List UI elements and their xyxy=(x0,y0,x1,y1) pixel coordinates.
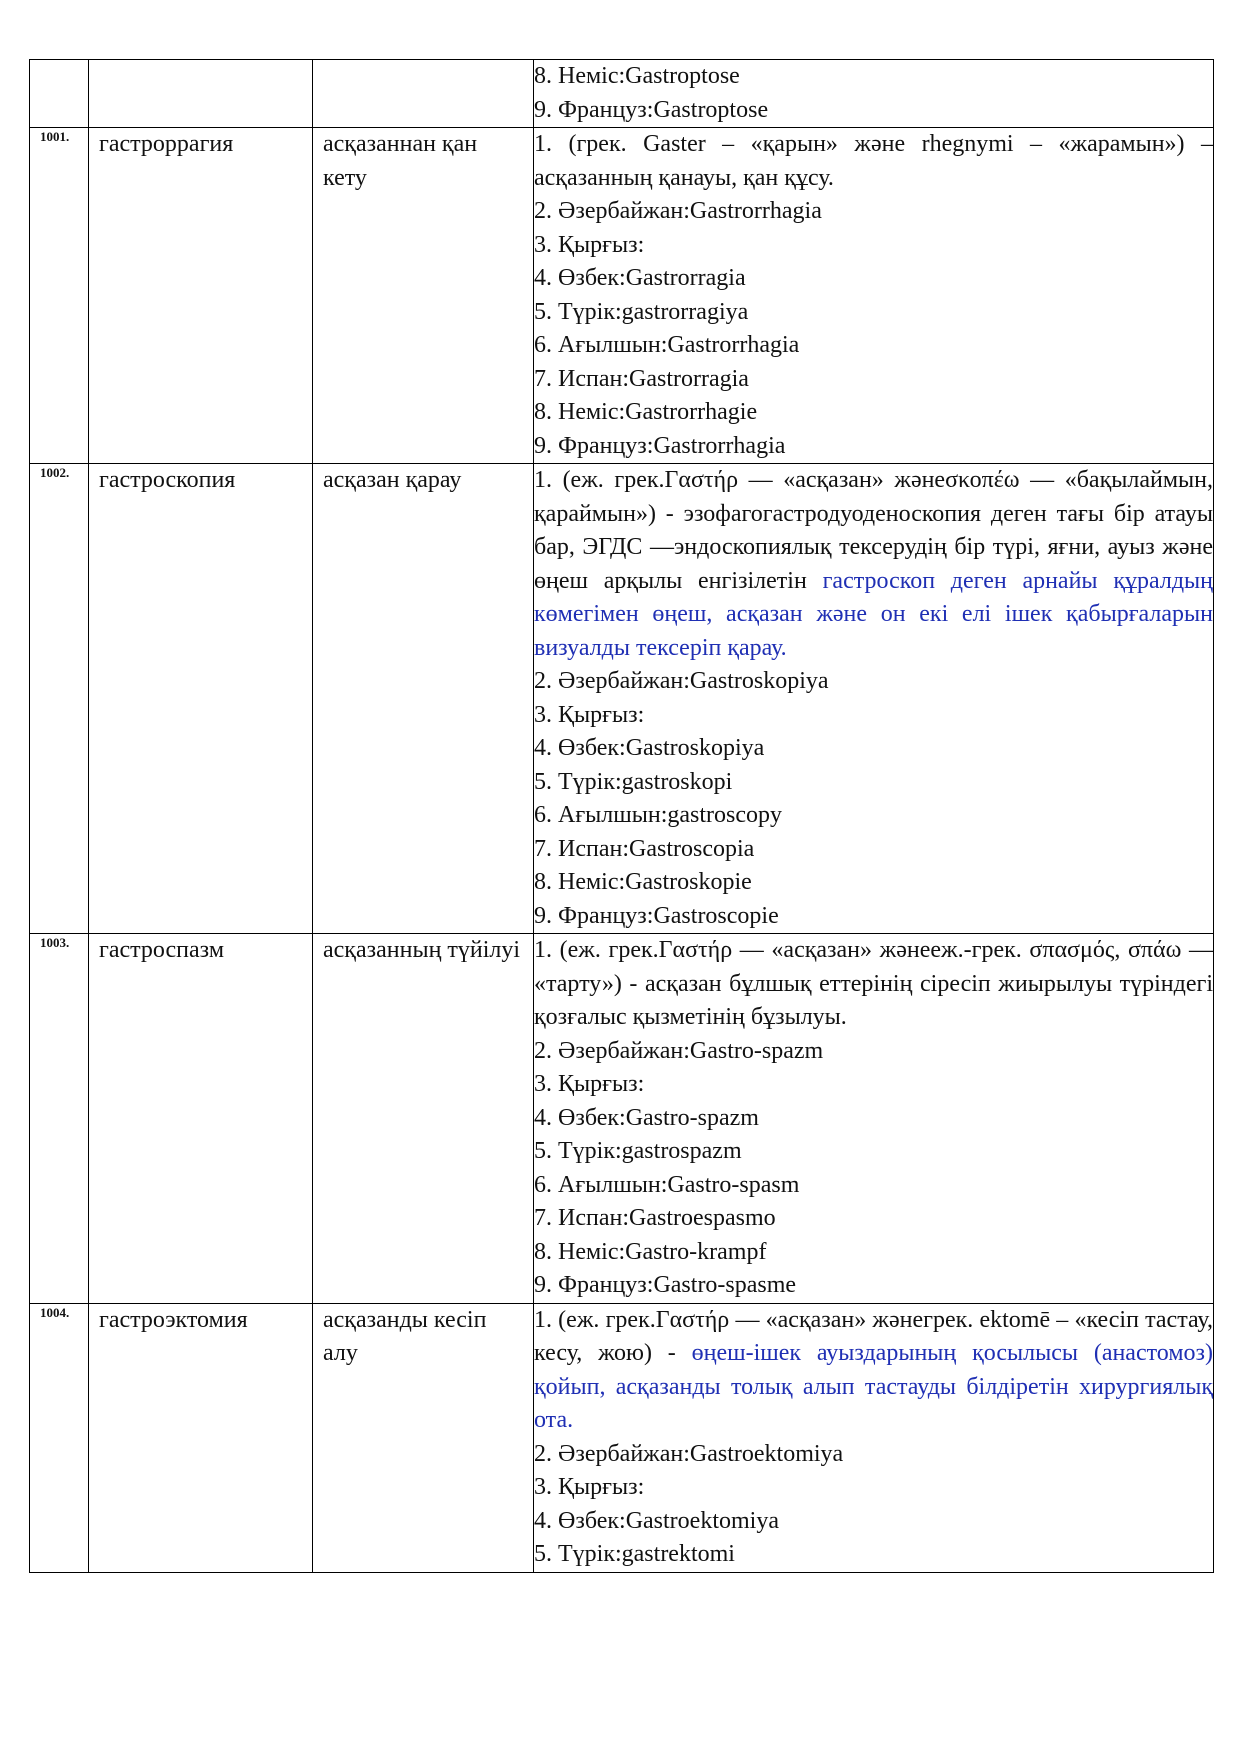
translation-line: 4. Өзбек:Gastro-spazm xyxy=(534,1104,759,1131)
entry-number-cell xyxy=(30,464,89,934)
translation-line: 5. Түрік:gastroskopi xyxy=(534,768,733,795)
entry-number: 1002. xyxy=(40,465,70,480)
translation-line: 9. Француз:Gastroscopie xyxy=(534,902,779,929)
entry-number-cell xyxy=(30,60,89,128)
kazakh-term-cell xyxy=(313,1303,534,1572)
translation-line: 4. Өзбек:Gastroektomiya xyxy=(534,1507,779,1534)
entry-number-cell xyxy=(30,934,89,1304)
translation-line: 8. Неміс:Gastro-krampf xyxy=(534,1238,767,1265)
table-row xyxy=(30,1303,1214,1572)
term-cell xyxy=(89,1303,313,1572)
kazakh-term-cell xyxy=(313,464,534,934)
kazakh-term-cell xyxy=(313,60,534,128)
kazakh-term-cell xyxy=(313,934,534,1304)
translation-line: 9. Француз:Gastrorrhagia xyxy=(534,432,786,459)
translation-line: 5. Түрік:gastrospazm xyxy=(534,1138,742,1164)
definition-text: 1. (еж. грек.Γαστήρ — «асқазан» жәнееж.-грек. σπασμός, σπάω — «тарту») - асқазан бұлшық еттерінің сіресіп жиырылуы түріндегі қозғалыс қызметінің бұзылуы. xyxy=(534,937,1213,1030)
translation-line: 8. Неміс:Gastroskopie xyxy=(534,869,752,895)
translation-line: 9. Француз:Gastro-spasme xyxy=(534,1272,797,1298)
translation-line: 8. Неміс:Gastroptose xyxy=(534,63,740,89)
term-cell xyxy=(89,464,313,934)
term: гастроррагия xyxy=(99,131,234,157)
term: гастроскопия xyxy=(99,467,236,493)
kazakh-term-cell xyxy=(313,128,534,464)
definition-cell xyxy=(534,1303,1214,1572)
definition-cell xyxy=(534,128,1214,464)
translation-line: 2. Әзербайжан:Gastrorrhagia xyxy=(534,198,822,224)
kazakh-term: асқазанның түйілуі xyxy=(323,937,521,963)
translation-line: 3. Қырғыз: xyxy=(534,1474,645,1500)
definition-cell xyxy=(534,934,1214,1304)
definition xyxy=(534,934,1213,1035)
translation-line: 3. Қырғыз: xyxy=(534,701,645,728)
translation-line: 2. Әзербайжан:Gastro-spazm xyxy=(534,1037,824,1064)
translation-line: 6. Ағылшын:gastroscopy xyxy=(534,802,783,828)
translation-line: 7. Испан:Gastroscopia xyxy=(534,835,755,862)
definition-text: 1. (еж. грек.Γαστήρ — «асқазан» жәнеσκοπέω — «бақылаймын, қараймын») - эзофагогастродуоденоскопия деген тағы бір атауы бар, ЭГДС —эндоскопиялық тексерудің бір түрі, яғни, ауыз және өңеш арқылы енгізілетін xyxy=(534,467,1213,594)
term-cell xyxy=(89,128,313,464)
term-cell xyxy=(89,934,313,1304)
translation-line: 4. Өзбек:Gastrorragia xyxy=(534,265,746,291)
definition-cell xyxy=(534,60,1214,128)
definition xyxy=(534,464,1213,665)
term: гастроспазм xyxy=(99,937,225,963)
table-row xyxy=(30,934,1214,1304)
translation-line: 4. Өзбек:Gastroskopiya xyxy=(534,735,765,761)
entry-number-cell xyxy=(30,1303,89,1572)
definition xyxy=(534,1304,1213,1438)
entry-number-cell xyxy=(30,128,89,464)
entry-number: 1001. xyxy=(40,129,70,144)
translation-line: 7. Испан:Gastroespasmo xyxy=(534,1205,776,1231)
kazakh-term: асқазанды кесіп алу xyxy=(323,1306,487,1366)
definition-highlight: гастроскоп деген арнайы құралдың көмегімен өңеш, асқазан және он екі елі ішек қабырғаларын визуалды тексеріп қарау. xyxy=(534,567,1213,661)
dictionary-table xyxy=(29,59,1214,1573)
translation-line: 7. Испан:Gastrorragia xyxy=(534,365,749,392)
kazakh-term: асқазан қарау xyxy=(323,467,462,493)
kazakh-term: асқазаннан қан кету xyxy=(323,131,478,191)
definition xyxy=(534,128,1213,195)
translation-line: 2. Әзербайжан:Gastroskopiya xyxy=(534,668,829,694)
translation-line: 8. Неміс:Gastrorrhagie xyxy=(534,399,758,425)
translation-line: 6. Ағылшын:Gastro-spasm xyxy=(534,1171,800,1198)
translation-line: 6. Ағылшын:Gastrorrhagia xyxy=(534,332,800,358)
table-row xyxy=(30,128,1214,464)
translation-line: 9. Француз:Gastroptose xyxy=(534,96,769,123)
translation-line: 5. Түрік:gastrorragiya xyxy=(534,298,749,325)
entry-number: 1003. xyxy=(40,935,70,950)
definition-text: 1. (грек. Gaster – «қарын» және rhegnymi – «жарамын») – асқазанның қанауы, қан құсу. xyxy=(534,131,1213,191)
term: гастроэктомия xyxy=(99,1306,248,1333)
translation-line: 3. Қырғыз: xyxy=(534,231,645,258)
table-row xyxy=(30,464,1214,934)
entry-number: 1004. xyxy=(40,1304,70,1320)
definition-highlight: өңеш-ішек ауыздарының қосылысы (анастомоз) қойып, асқазанды толық алып тастауды білдіретін хирургиялық ота. xyxy=(534,1340,1213,1433)
translation-line: 3. Қырғыз: xyxy=(534,1071,645,1097)
table-row-continued xyxy=(30,60,1214,128)
definition-text: 1. (еж. грек.Γαστήρ — «асқазан» жәнегрек. ektomē – «кесіп тастау, кесу, жою) - xyxy=(534,1306,1213,1366)
translation-line: 5. Түрік:gastrektomi xyxy=(534,1541,735,1567)
definition-cell xyxy=(534,464,1214,934)
term-cell xyxy=(89,60,313,128)
translation-line: 2. Әзербайжан:Gastroektomiya xyxy=(534,1440,844,1467)
